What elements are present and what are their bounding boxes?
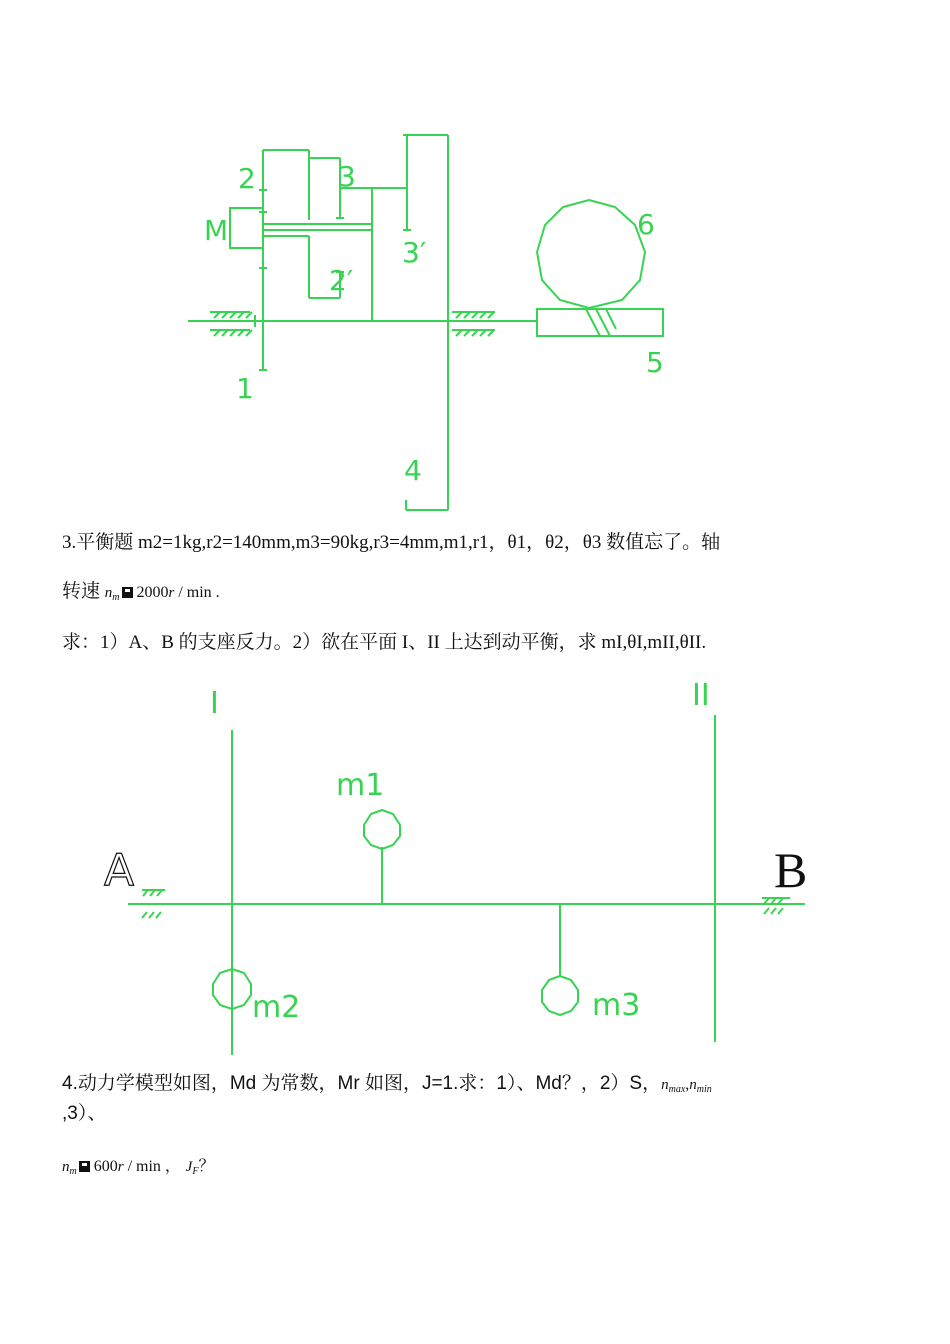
problem3-line1: 3.平衡题 m2=1kg,r2=140mm,m3=90kg,r3=4mm,m1,r1，θ1，θ2，θ3 数值忘了。轴 — [62, 532, 721, 553]
nmin-sub: min — [696, 1084, 712, 1095]
label-m2: m2 — [252, 990, 301, 1025]
label-gear-2p: 2′ — [329, 264, 354, 297]
nm-unit-r: r — [117, 1159, 124, 1175]
jf-sub: F — [192, 1166, 199, 1177]
label-plane-II: II — [692, 678, 710, 713]
problem4-line2: ,3）、 — [62, 1103, 107, 1124]
label-m1: m1 — [336, 768, 385, 803]
label-support-A: A — [104, 845, 135, 896]
label-plane-I: I — [210, 686, 219, 721]
label-gear-3: 3 — [338, 160, 356, 193]
problem4-statement: 4.动力学模型如图，Md 为常数，Mr 如图，J=1.求：1）、Md？，2）S， — [62, 1073, 662, 1094]
speed-sub: m — [112, 592, 120, 603]
nm-unit-rest: / min ， — [123, 1158, 181, 1175]
jf-var: J — [185, 1159, 193, 1175]
problem4-line1: 4.动力学模型如图，Md 为常数，Mr 如图，J=1.求：1）、Md？，2）S，$n_{max},n_{min}$ — [62, 1073, 712, 1095]
label-gear-1: 1 — [236, 372, 254, 405]
nm-var: n — [62, 1159, 70, 1175]
speed-unit-rest: / min . — [174, 584, 220, 601]
problem3-line3: 求：1）A、B 的支座反力。2）欲在平面 I、II 上达到动平衡，求 mI,θI,mII,θII. — [62, 632, 707, 653]
label-wheel-6: 6 — [637, 208, 655, 241]
label-gear-3p: 3′ — [402, 236, 427, 269]
speed-unit-r: r — [168, 585, 175, 601]
speed-var: n — [104, 585, 113, 601]
speed-value: 2000 — [136, 584, 169, 601]
nmax-var: n — [661, 1077, 669, 1093]
label-motor: M — [204, 214, 229, 247]
nmax-sub: max — [668, 1084, 686, 1095]
placeholder-glyph-icon — [79, 1161, 90, 1172]
label-support-B: B — [774, 842, 808, 898]
jf-question: ？ — [198, 1158, 215, 1175]
problem3-speed-label: 转速 — [62, 581, 101, 602]
nmin-var: n — [689, 1077, 697, 1093]
label-m3: m3 — [592, 988, 641, 1023]
nm-value: 600 — [93, 1158, 118, 1175]
nm-sub: m — [69, 1166, 77, 1177]
label-gear-4: 4 — [404, 454, 422, 487]
label-gear-2: 2 — [238, 162, 256, 195]
problem4-line3 — [62, 1153, 214, 1177]
label-rack-5: 5 — [646, 346, 664, 379]
